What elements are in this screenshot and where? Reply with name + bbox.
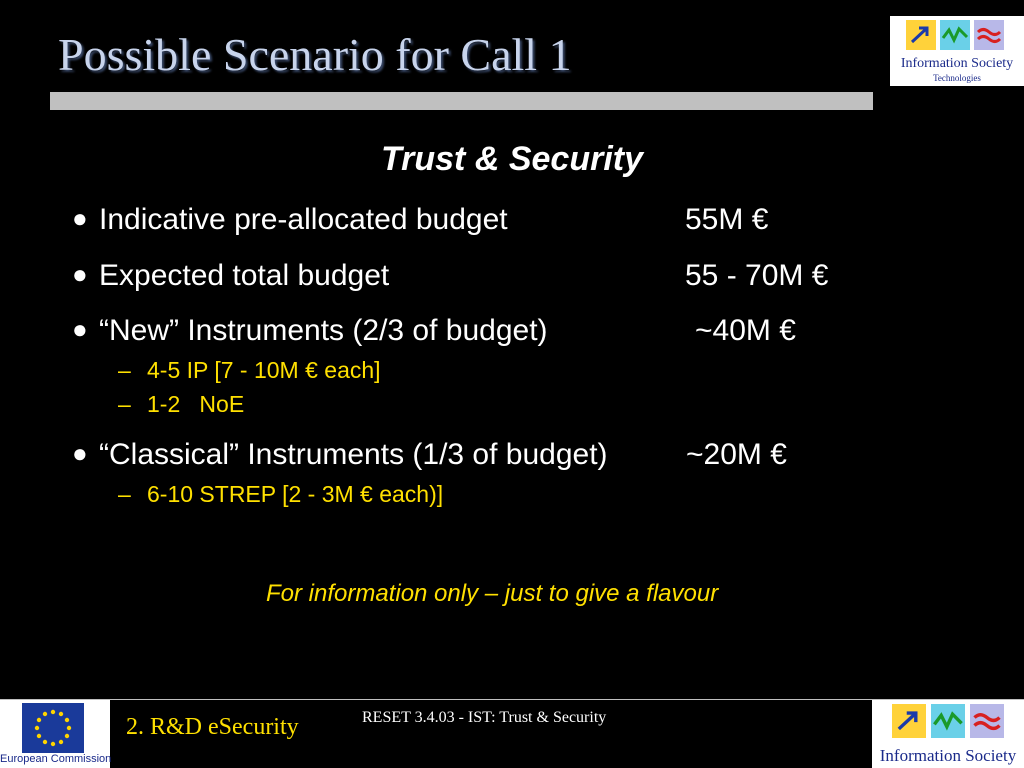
- footer-center-text: RESET 3.4.03 - IST: Trust & Security: [362, 709, 607, 726]
- arrow-icon: [892, 704, 926, 738]
- bullet-label: “New” Instruments (2/3 of budget): [99, 314, 548, 347]
- wave-icon: [931, 704, 965, 738]
- wave-icon: [940, 20, 970, 50]
- bullet-label: “Classical” Instruments (1/3 of budget): [99, 438, 608, 471]
- bullet-amount: 55 - 70M €: [685, 259, 829, 292]
- european-commission-logo: [0, 700, 110, 768]
- bullet-label: Indicative pre-allocated budget: [99, 203, 508, 236]
- bullet-amount: 55M €: [685, 203, 769, 236]
- sub-item-text: 4-5 IP [7 - 10M € each]: [147, 357, 381, 383]
- sub-dash: –: [118, 391, 131, 417]
- bullet-label: Expected total budget: [99, 259, 390, 292]
- approx-icon: [970, 704, 1004, 738]
- logo-text-line2: Technologies: [933, 73, 981, 83]
- bullet-amount: ~40M €: [695, 314, 796, 347]
- ist-logo-top: [890, 16, 1024, 86]
- slide-title: Possible Scenario for Call 1: [58, 29, 572, 80]
- sub-item-text: 1-2 NoE: [147, 391, 245, 417]
- title-underline-bar: [50, 92, 873, 110]
- sub-dash: –: [118, 481, 131, 507]
- info-note: For information only – just to give a flavour: [266, 580, 719, 607]
- bullet-dot-icon: ●: [72, 203, 88, 233]
- bullet-amount: ~20M €: [686, 438, 787, 471]
- bullet-dot-icon: ●: [72, 314, 88, 344]
- section-subtitle: Trust & Security: [380, 140, 643, 178]
- footer-divider: [0, 699, 1024, 700]
- bullet-dot-icon: ●: [72, 438, 88, 468]
- ist-logo-bottom: [872, 700, 1024, 768]
- european-commission-label: European Commission: [0, 753, 112, 765]
- sub-item-text: 6-10 STREP [2 - 3M € each)]: [147, 481, 444, 507]
- footer-section-title: 2. R&D eSecurity: [126, 714, 299, 740]
- approx-icon: [974, 20, 1004, 50]
- sub-dash: –: [118, 357, 131, 383]
- logo-text-line1: Information Society: [879, 746, 1017, 765]
- bullet-dot-icon: ●: [72, 259, 88, 289]
- arrow-icon: [906, 20, 936, 50]
- logo-text-line1: Information Society: [900, 56, 1014, 71]
- eu-flag-icon: [22, 703, 84, 753]
